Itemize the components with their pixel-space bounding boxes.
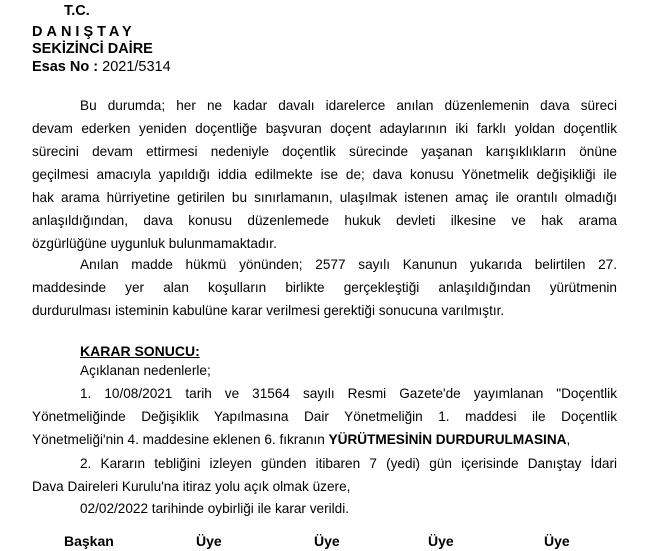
header-court-name: DANIŞTAY — [32, 24, 136, 40]
signature-member: Üye — [314, 533, 340, 549]
case-number: 2021/5314 — [102, 59, 171, 75]
decision-item-1-line — [32, 431, 570, 449]
decision-item-2-line: 2. Kararın tebliğini izleyen günden itibaren 7 (yedi) gün içerisinde Danıştay İdari — [80, 456, 617, 471]
paragraph-1-line: hak arama hürriyetine getirilen bu sınırlamanın, ulaşılmak istenen amaç ile orantılı olmadığı — [32, 190, 617, 205]
signature-member: Üye — [428, 533, 454, 549]
paragraph-1-line: sürecini devam ettirmesi nedeniyle doçentlik sürecinde yaşanan karışıklıkların önüne — [32, 144, 617, 159]
signature-president: Başkan — [64, 533, 114, 549]
header-case-number — [32, 58, 171, 76]
signature-member: Üye — [544, 533, 570, 549]
decision-title: KARAR SONUCU: — [80, 343, 200, 359]
paragraph-2-line: Anılan madde hükmü yönünden; 2577 sayılı Kanunun yukarıda belirtilen 27. — [80, 257, 617, 272]
header-chamber: SEKİZİNCİ DAİRE — [32, 41, 153, 57]
decision-item-1-text: Yönetmeliği'nin 4. maddesine eklenen 6. fıkranın — [32, 432, 329, 447]
decision-item-1-line: 1. 10/08/2021 tarih ve 31564 sayılı Resmi Gazete'de yayımlanan "Doçentlik — [80, 386, 617, 401]
paragraph-1-line: geçilmesi amacıyla yapıldığı iddia edilmekte ise de; dava konusu Yönetmelik değişikliği ile — [32, 167, 617, 182]
paragraph-1-line: Bu durumda; her ne kadar davalı idarelerce anılan düzenlemenin dava süreci — [80, 98, 617, 113]
paragraph-1-line: özgürlüğüne uygunluk bulunmamaktadır. — [32, 236, 277, 251]
signature-member: Üye — [196, 533, 222, 549]
decision-item-2-line: Dava Daireleri Kurulu'na itiraz yolu açık olmak üzere, — [32, 479, 351, 494]
decision-item-1-ruling: YÜRÜTMESİNİN DURDURULMASINA — [328, 432, 567, 447]
case-label: Esas No : — [32, 59, 99, 75]
header-tc: T.C. — [64, 3, 90, 19]
paragraph-2-line: maddesinde yer alan koşulların birlikte gerçekleştiği anlaşıldığından yürütmenin — [32, 280, 617, 295]
decision-item-1-line: Yönetmeliğinde Değişiklik Yapılmasına Dair Yönetmeliğin 1. maddesi ile Doçentlik — [32, 409, 617, 424]
paragraph-1-line: anlaşıldığından, dava konusu düzenlemede hukuk devleti ilkesine ve hak arama — [32, 213, 617, 228]
decision-intro: Açıklanan nedenlerle; — [80, 363, 211, 378]
decision-closing: 02/02/2022 tarihinde oybirliği ile karar verildi. — [80, 501, 350, 516]
paragraph-1-line: devam ederken yeniden doçentliğe başvuran doçent adaylarının iki farklı yoldan doçentlik — [32, 121, 617, 136]
decision-item-1-punct: , — [566, 432, 571, 447]
paragraph-2-line: durdurulması isteminin kabulüne karar verilmesi gerektiği sonucuna varılmıştır. — [32, 303, 505, 318]
